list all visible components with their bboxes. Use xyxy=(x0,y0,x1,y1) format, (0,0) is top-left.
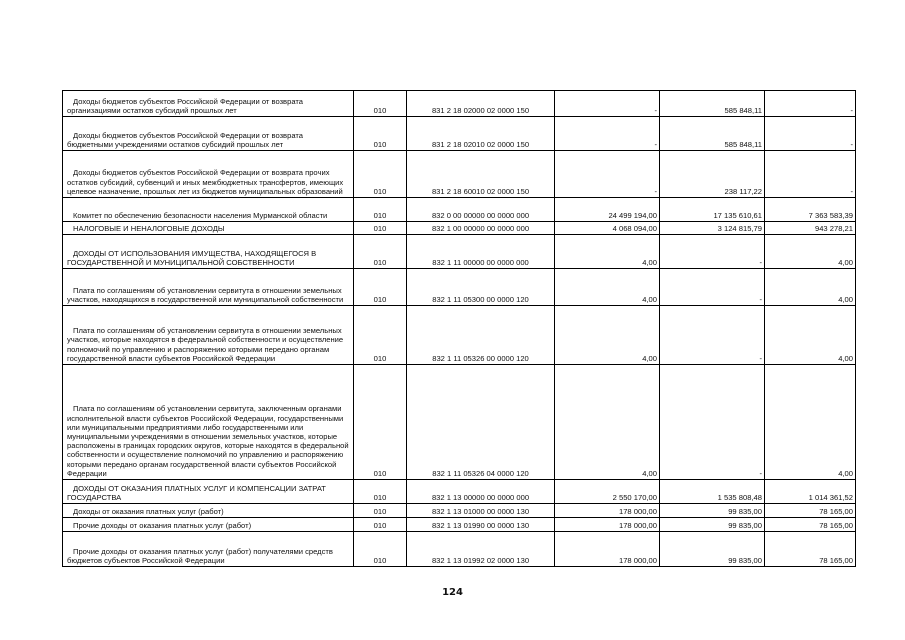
row-executed: - xyxy=(660,365,765,480)
table-row xyxy=(63,151,856,198)
row-unexecuted: 943 278,21 xyxy=(765,222,856,235)
table-row xyxy=(63,365,856,480)
row-unexecuted: 7 363 583,39 xyxy=(765,198,856,222)
row-name-cell xyxy=(63,222,354,235)
row-unexecuted: 4,00 xyxy=(765,269,856,306)
row-approved: - xyxy=(555,117,660,151)
row-budget-code: 832 1 13 01000 00 0000 130 xyxy=(407,504,555,518)
row-executed: - xyxy=(660,269,765,306)
row-approved: 4,00 xyxy=(555,269,660,306)
row-unexecuted: 4,00 xyxy=(765,306,856,365)
table-row xyxy=(63,269,856,306)
revenue-table xyxy=(62,90,856,567)
table-row xyxy=(63,235,856,269)
row-approved: - xyxy=(555,91,660,117)
row-name: ДОХОДЫ ОТ ИСПОЛЬЗОВАНИЯ ИМУЩЕСТВА, НАХОДЯЩЕГОСЯ В ГОСУДАРСТВЕННОЙ И МУНИЦИПАЛЬНОЙ СОБСТВЕННОСТИ xyxy=(67,248,317,267)
row-name: Прочие доходы от оказания платных услуг (работ) xyxy=(73,520,252,530)
row-approved: 178 000,00 xyxy=(555,504,660,518)
row-approved: 178 000,00 xyxy=(555,518,660,532)
row-name: Доходы бюджетов субъектов Российской Федерации от возврата организациями остатков субсидий прошлых лет xyxy=(67,96,303,115)
row-executed: 99 835,00 xyxy=(660,518,765,532)
row-line-code: 010 xyxy=(354,480,407,504)
row-executed: 17 135 610,61 xyxy=(660,198,765,222)
row-line-code: 010 xyxy=(354,306,407,365)
row-line-code: 010 xyxy=(354,269,407,306)
row-unexecuted: 78 165,00 xyxy=(765,518,856,532)
row-approved: 4,00 xyxy=(555,365,660,480)
row-budget-code: 832 1 11 05326 04 0000 120 xyxy=(407,365,555,480)
row-budget-code: 832 1 11 05300 00 0000 120 xyxy=(407,269,555,306)
row-name-cell xyxy=(63,91,354,117)
row-executed: 238 117,22 xyxy=(660,151,765,198)
row-name-cell xyxy=(63,518,354,532)
row-line-code: 010 xyxy=(354,504,407,518)
row-approved: 4,00 xyxy=(555,306,660,365)
row-name-cell xyxy=(63,269,354,306)
row-executed: - xyxy=(660,235,765,269)
row-name-cell xyxy=(63,504,354,518)
row-name: Доходы бюджетов субъектов Российской Федерации от возврата прочих остатков субсидий, субвенций и иных межбюджетных трансфертов, имеющих целевое назначение, прошлых лет из бюджетов муниципальных образований xyxy=(67,168,344,196)
row-approved: 24 499 194,00 xyxy=(555,198,660,222)
row-approved: 178 000,00 xyxy=(555,532,660,567)
row-budget-code: 832 1 13 00000 00 0000 000 xyxy=(407,480,555,504)
table-row xyxy=(63,198,856,222)
row-name-cell xyxy=(63,480,354,504)
row-name-cell xyxy=(63,532,354,567)
row-line-code: 010 xyxy=(354,532,407,567)
row-name-cell xyxy=(63,117,354,151)
row-budget-code: 832 1 13 01990 00 0000 130 xyxy=(407,518,555,532)
table-row xyxy=(63,504,856,518)
row-name: Комитет по обеспечению безопасности населения Мурманской области xyxy=(73,210,328,220)
row-name: ДОХОДЫ ОТ ОКАЗАНИЯ ПЛАТНЫХ УСЛУГ И КОМПЕНСАЦИИ ЗАТРАТ ГОСУДАРСТВА xyxy=(67,483,326,502)
row-name-cell xyxy=(63,151,354,198)
row-line-code: 010 xyxy=(354,198,407,222)
row-budget-code: 831 2 18 60010 02 0000 150 xyxy=(407,151,555,198)
row-budget-code: 832 1 11 00000 00 0000 000 xyxy=(407,235,555,269)
row-executed: 585 848,11 xyxy=(660,91,765,117)
row-unexecuted: - xyxy=(765,151,856,198)
row-name: Плата по соглашениям об установлении сервитута в отношении земельных участков, находящихся в государственной или муниципальной собственности xyxy=(67,285,344,304)
row-line-code: 010 xyxy=(354,365,407,480)
row-line-code: 010 xyxy=(354,151,407,198)
row-budget-code: 832 1 00 00000 00 0000 000 xyxy=(407,222,555,235)
row-name: Доходы бюджетов субъектов Российской Федерации от возврата бюджетными учреждениями остатков субсидий прошлых лет xyxy=(67,130,303,149)
row-line-code: 010 xyxy=(354,117,407,151)
row-line-code: 010 xyxy=(354,518,407,532)
row-unexecuted: 1 014 361,52 xyxy=(765,480,856,504)
row-budget-code: 831 2 18 02000 02 0000 150 xyxy=(407,91,555,117)
row-unexecuted: 4,00 xyxy=(765,365,856,480)
row-name: Прочие доходы от оказания платных услуг (работ) получателями средств бюджетов субъектов Российской Федерации xyxy=(67,546,333,565)
row-executed: 1 535 808,48 xyxy=(660,480,765,504)
row-approved: 4,00 xyxy=(555,235,660,269)
row-unexecuted: 4,00 xyxy=(765,235,856,269)
table-row xyxy=(63,91,856,117)
row-approved: - xyxy=(555,151,660,198)
row-line-code: 010 xyxy=(354,235,407,269)
row-line-code: 010 xyxy=(354,91,407,117)
row-budget-code: 832 1 11 05326 00 0000 120 xyxy=(407,306,555,365)
row-unexecuted: 78 165,00 xyxy=(765,504,856,518)
row-name: Плата по соглашениям об установлении сервитута, заключенным органами исполнительной власти субъектов Российской Федерации, государственными или муниципальными предприятиями либо государственными или муниципальными учреждениями в отношении земельных участков, которые расположены в границах городских округов, которые находятся в федеральной собственности и осуществление полномочий по управлению и распоряжению которыми передано органам государственной власти субъектов Российской Федерации xyxy=(67,404,349,478)
row-unexecuted: - xyxy=(765,117,856,151)
row-budget-code: 832 1 13 01992 02 0000 130 xyxy=(407,532,555,567)
row-name-cell xyxy=(63,365,354,480)
page-number: 124 xyxy=(442,587,463,598)
table-row xyxy=(63,117,856,151)
table-row xyxy=(63,222,856,235)
table-row xyxy=(63,518,856,532)
row-executed: 3 124 815,79 xyxy=(660,222,765,235)
row-unexecuted: - xyxy=(765,91,856,117)
row-budget-code: 831 2 18 02010 02 0000 150 xyxy=(407,117,555,151)
row-executed: 99 835,00 xyxy=(660,504,765,518)
table-row xyxy=(63,306,856,365)
row-executed: 585 848,11 xyxy=(660,117,765,151)
row-name-cell xyxy=(63,198,354,222)
row-approved: 2 550 170,00 xyxy=(555,480,660,504)
row-executed: - xyxy=(660,306,765,365)
row-line-code: 010 xyxy=(354,222,407,235)
row-name: НАЛОГОВЫЕ И НЕНАЛОГОВЫЕ ДОХОДЫ xyxy=(73,223,225,233)
row-budget-code: 832 0 00 00000 00 0000 000 xyxy=(407,198,555,222)
row-name: Плата по соглашениям об установлении сервитута в отношении земельных участков, которые находятся в федеральной собственности и осуществление полномочий по управлению и распоряжению которыми передано органам государственной власти субъектов Российской Федерации xyxy=(67,326,344,363)
table-row xyxy=(63,480,856,504)
row-approved: 4 068 094,00 xyxy=(555,222,660,235)
row-name: Доходы от оказания платных услуг (работ) xyxy=(73,506,224,516)
row-unexecuted: 78 165,00 xyxy=(765,532,856,567)
table-row xyxy=(63,532,856,567)
row-name-cell xyxy=(63,306,354,365)
row-name-cell xyxy=(63,235,354,269)
row-executed: 99 835,00 xyxy=(660,532,765,567)
